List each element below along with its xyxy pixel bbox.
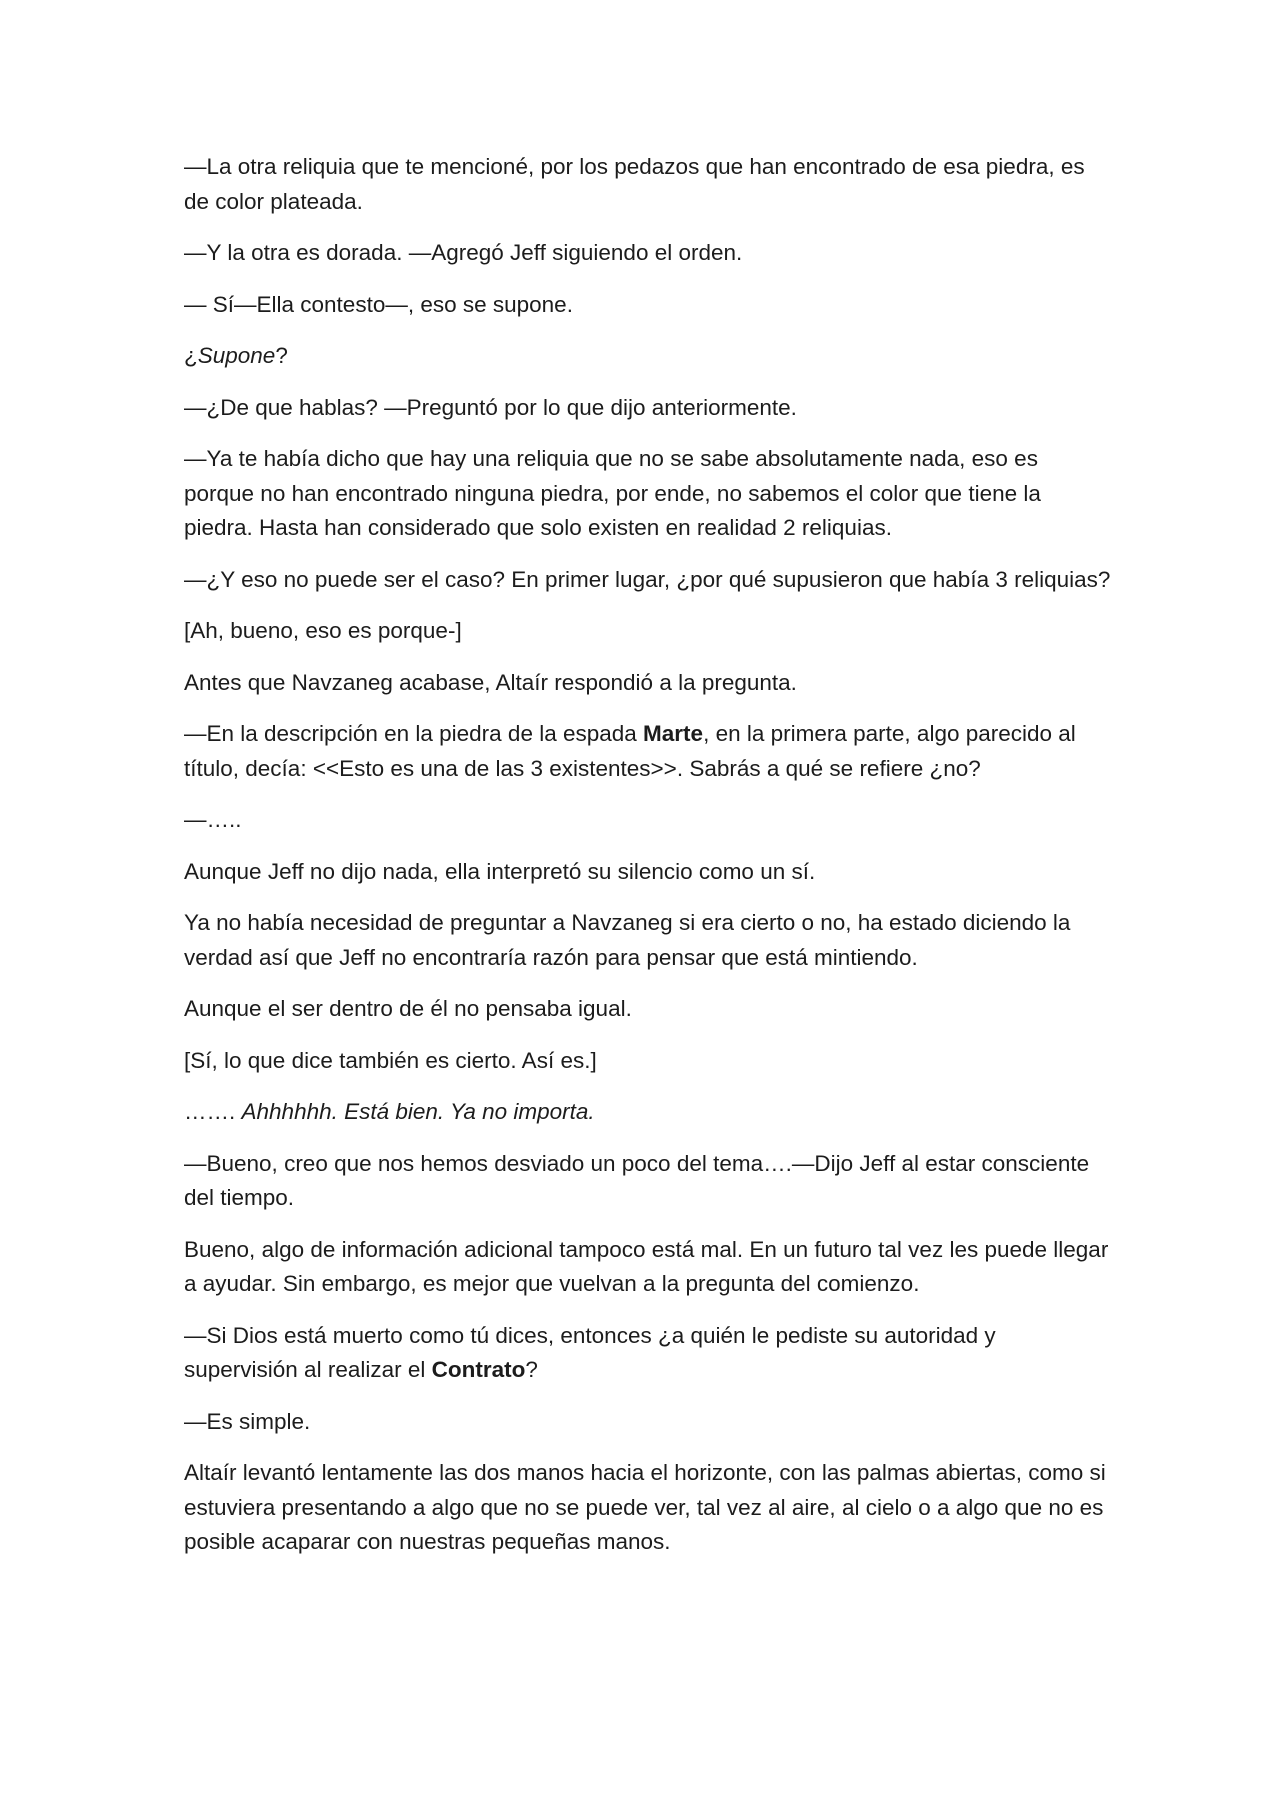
- paragraph: [184, 391, 1114, 426]
- text-run: Altaír levantó lentamente las dos manos hacia el horizonte, con las palmas abiertas, como si estuviera presentando a algo que no se puede ver, tal vez al aire, al cielo o a algo que no es posible acaparar con nuestras pequeñas manos.: [184, 1460, 1106, 1554]
- paragraph: [184, 339, 1114, 374]
- paragraph: [184, 717, 1114, 786]
- paragraph: [184, 1095, 1114, 1130]
- paragraph: [184, 442, 1114, 546]
- text-run: Aunque el ser dentro de él no pensaba igual.: [184, 996, 632, 1021]
- paragraph: [184, 666, 1114, 701]
- paragraph: [184, 1405, 1114, 1440]
- text-run: —¿Y eso no puede ser el caso? En primer lugar, ¿por qué supusieron que había 3 reliquias?: [184, 566, 1111, 592]
- text-run: ¿: [184, 343, 198, 368]
- text-run: ?: [275, 343, 288, 368]
- text-run: —¿De que hablas? —Preguntó por lo que dijo anteriormente.: [184, 394, 797, 420]
- text-run: —Si Dios está muerto como tú dices, entonces ¿a quién le pediste su autoridad y supervisión al realizar el: [184, 1322, 996, 1382]
- paragraph: [184, 906, 1114, 975]
- text-run: ?: [525, 1357, 538, 1382]
- text-run: …….: [184, 1099, 242, 1124]
- text-run: —Y la otra es dorada. —Agregó Jeff siguiendo el orden.: [184, 240, 743, 265]
- paragraph: [184, 803, 1114, 838]
- paragraph: [184, 1319, 1114, 1388]
- text-run: Ya no había necesidad de preguntar a Navzaneg si era cierto o no, ha estado diciendo la verdad así que Jeff no encontraría razón para pensar que está mintiendo.: [184, 910, 1071, 970]
- text-run: Aunque Jeff no dijo nada, ella interpretó su silencio como un sí.: [184, 858, 816, 884]
- paragraph: [184, 614, 1114, 649]
- paragraph: [184, 236, 1114, 271]
- italic-text: Ahhhhhh. Está bien. Ya no importa.: [241, 1099, 595, 1124]
- text-run: —Bueno, creo que nos hemos desviado un poco del tema….—Dijo Jeff al estar consciente del tiempo.: [184, 1150, 1090, 1210]
- bold-text: Marte: [643, 721, 704, 746]
- text-run: Bueno, algo de información adicional tampoco está mal. En un futuro tal vez les puede llegar a ayudar. Sin embargo, es mejor que vuelvan a la pregunta del comienzo.: [184, 1236, 1109, 1296]
- paragraph: [184, 563, 1114, 598]
- paragraph: [184, 288, 1114, 323]
- text-run: , en la primera parte, algo parecido al título, decía: <<Esto es una de las 3 existentes>>. Sabrás a qué se refiere ¿no?: [184, 721, 1076, 781]
- text-run: Antes que Navzaneg acabase, Altaír respondió a la pregunta.: [184, 669, 797, 695]
- text-run: —La otra reliquia que te mencioné, por los pedazos que han encontrado de esa piedra, es de color plateada.: [184, 154, 1085, 214]
- paragraph: [184, 855, 1114, 890]
- paragraph: [184, 1147, 1114, 1216]
- paragraph: [184, 1233, 1114, 1302]
- text-run: —En la descripción en la piedra de la espada: [184, 721, 644, 746]
- italic-text: Supone: [197, 343, 276, 368]
- text-run: —Es simple.: [184, 1408, 311, 1434]
- text-run: [Sí, lo que dice también es cierto. Así es.]: [184, 1047, 597, 1073]
- text-run: —…..: [184, 807, 242, 832]
- paragraph: [184, 1456, 1114, 1560]
- document-body: [184, 150, 1114, 1577]
- text-run: — Sí—Ella contesto—, eso se supone.: [184, 291, 573, 317]
- paragraph: [184, 992, 1114, 1027]
- text-run: [Ah, bueno, eso es porque-]: [184, 618, 462, 643]
- paragraph: [184, 150, 1114, 219]
- paragraph: [184, 1044, 1114, 1079]
- text-run: —Ya te había dicho que hay una reliquia que no se sabe absolutamente nada, eso es porque no han encontrado ninguna piedra, por ende, no sabemos el color que tiene la piedra. Hasta han considerado que solo existen en realidad 2 reliquias.: [184, 446, 1041, 540]
- bold-text: Contrato: [431, 1357, 526, 1382]
